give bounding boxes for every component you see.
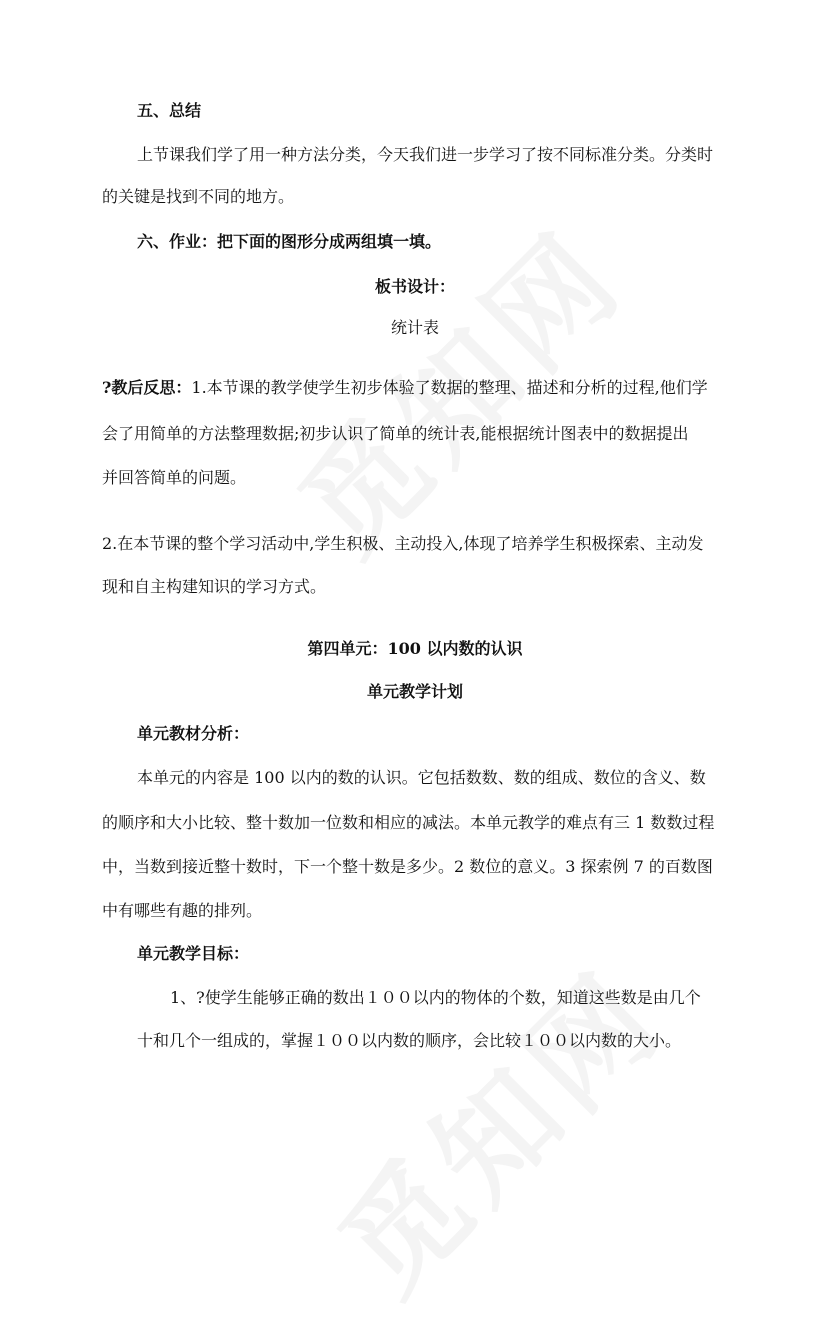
- analysis-line: 中有哪些有趣的排列。: [102, 901, 263, 920]
- goal-line: 1、?使学生能够正确的数出１００以内的物体的个数，知道这些数是由几个: [170, 988, 701, 1007]
- board-design-title: 板书设计：: [374, 277, 455, 296]
- watermark: [296, 927, 693, 1324]
- reflection-paragraph-2: 2.在本节课的整个学习活动中,学生积极、主动投入,体现了培养学生积极探索、主动发: [102, 534, 704, 553]
- reflection-text: 1.本节课的教学使学生初步体验了数据的整理、描述和分析的过程,他们学: [191, 378, 708, 397]
- reflection-label: ?教后反思：: [102, 378, 192, 397]
- analysis-heading: 单元教材分析：: [137, 724, 250, 743]
- analysis-line: 本单元的内容是 100 以内的数的认识。它包括数数、数的组成、数位的含义、数: [137, 768, 706, 787]
- goal-line: 十和几个一组成的，掌握１００以内数的顺序，会比较１００以内数的大小。: [137, 1031, 682, 1050]
- reflection-line: 会了用简单的方法整理数据;初步认识了简单的统计表,能根据统计图表中的数据提出: [102, 424, 689, 443]
- reflection-paragraph-2: 现和自主构建知识的学习方式。: [102, 577, 327, 596]
- paragraph-line: 上节课我们学了用一种方法分类，今天我们进一步学习了按不同标准分类。分类时: [137, 145, 714, 164]
- unit-subtitle: 单元教学计划: [366, 682, 463, 701]
- reflection-line: 并回答简单的问题。: [102, 468, 247, 487]
- reflection-line: [102, 380, 708, 396]
- paragraph-line: 的关键是找到不同的地方。: [102, 187, 295, 206]
- goals-heading: 单元教学目标：: [137, 944, 250, 963]
- board-design-subtitle: 统计表: [390, 318, 439, 337]
- section-heading-homework: 六、作业：把下面的图形分成两组填一填。: [137, 232, 442, 251]
- unit-title: 第四单元：100 以内数的认识: [307, 639, 523, 658]
- analysis-line: 的顺序和大小比较、整十数加一位数和相应的减法。本单元教学的难点有三 1 数数过程: [102, 813, 715, 832]
- analysis-line: 中，当数到接近整十数时，下一个整十数是多少。2 数位的意义。3 探索例 7 的百数图: [102, 857, 713, 876]
- section-heading-summary: 五、总结: [137, 101, 202, 120]
